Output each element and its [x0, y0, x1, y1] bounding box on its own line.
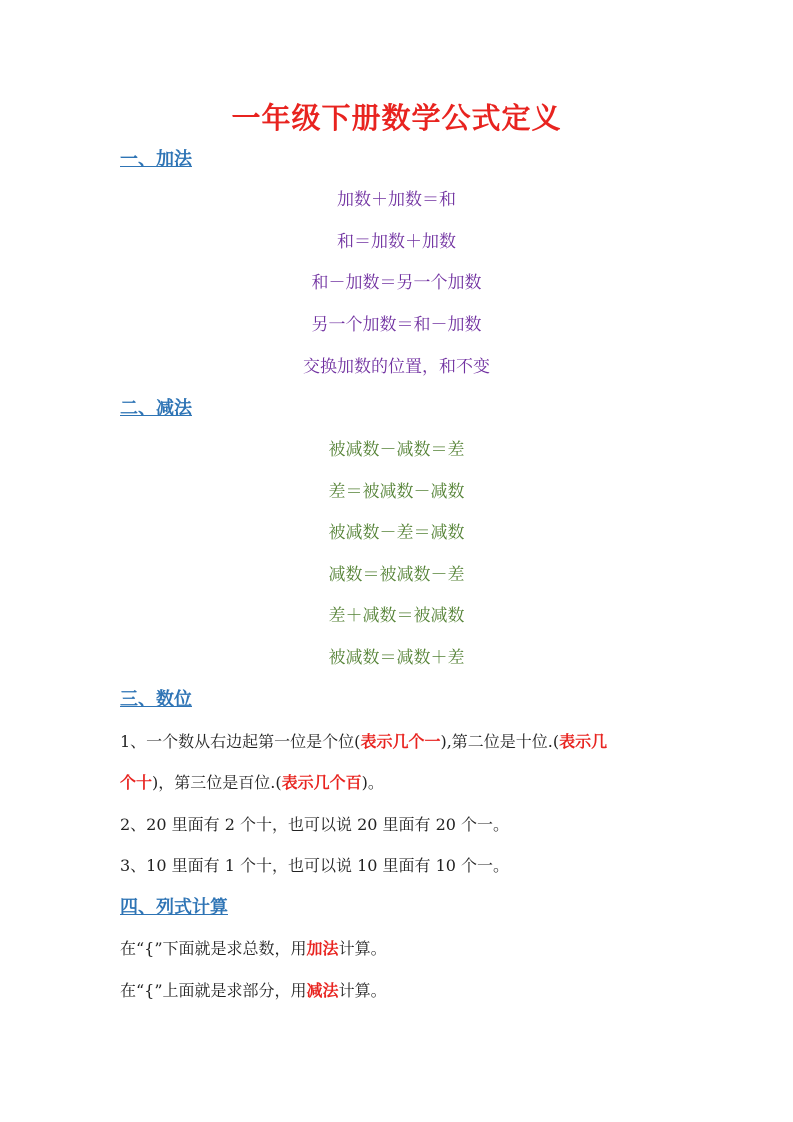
- subtraction-formula: 被减数－减数＝差: [328, 440, 465, 460]
- section-heading-place-value: 三、数位: [120, 689, 192, 710]
- addition-formula: 加数＋加数＝和: [337, 190, 456, 210]
- subtraction-formula: 差＋减数＝被减数: [328, 606, 465, 626]
- section-heading-addition: 一、加法: [120, 149, 192, 170]
- highlight-text: 加法: [306, 939, 339, 958]
- highlight-text: 表示几个百: [281, 773, 362, 792]
- addition-formula: 和－加数＝另一个加数: [311, 273, 482, 293]
- subtraction-formula: 被减数－差＝减数: [328, 523, 465, 543]
- section-heading-subtraction: 二、减法: [120, 398, 192, 419]
- text-segment: ),第二位是十位.(: [440, 732, 560, 751]
- equation-paragraph-2: [120, 979, 675, 1003]
- place-value-paragraph-2: 2、20 里面有 2 个十，也可以说 20 里面有 20 个一。: [120, 815, 510, 834]
- text-segment: 在“{”上面就是求部分，用: [120, 981, 307, 1000]
- highlight-text: 表示几个一: [360, 732, 441, 751]
- text-segment: )，第三位是百位.(: [152, 773, 282, 792]
- place-value-paragraph-1: [120, 730, 675, 754]
- equation-paragraph-1: [120, 937, 675, 961]
- section-heading-equation: 四、列式计算: [120, 897, 228, 918]
- text-segment: 在“{”下面就是求总数，用: [120, 939, 307, 958]
- text-segment: )。: [361, 773, 384, 792]
- addition-formula: 另一个加数＝和－加数: [311, 315, 482, 335]
- addition-formula: 交换加数的位置，和不变: [303, 357, 490, 377]
- subtraction-formula: 被减数＝减数＋差: [328, 648, 465, 668]
- document-title: 一年级下册数学公式定义: [231, 101, 562, 135]
- addition-formula: 和＝加数＋加数: [337, 232, 456, 252]
- text-segment: 计算。: [338, 939, 387, 958]
- text-segment: 计算。: [338, 981, 387, 1000]
- highlight-text: 个十: [120, 773, 153, 792]
- place-value-paragraph-3: 3、10 里面有 1 个十，也可以说 10 里面有 10 个一。: [120, 856, 510, 875]
- highlight-text: 表示几: [559, 732, 608, 751]
- subtraction-formula: 差＝被减数－减数: [328, 482, 465, 502]
- highlight-text: 减法: [306, 981, 339, 1000]
- place-value-paragraph-1-cont: [120, 771, 675, 795]
- subtraction-formula: 减数＝被减数－差: [328, 565, 465, 585]
- text-segment: 1、一个数从右边起第一位是个位(: [120, 732, 361, 751]
